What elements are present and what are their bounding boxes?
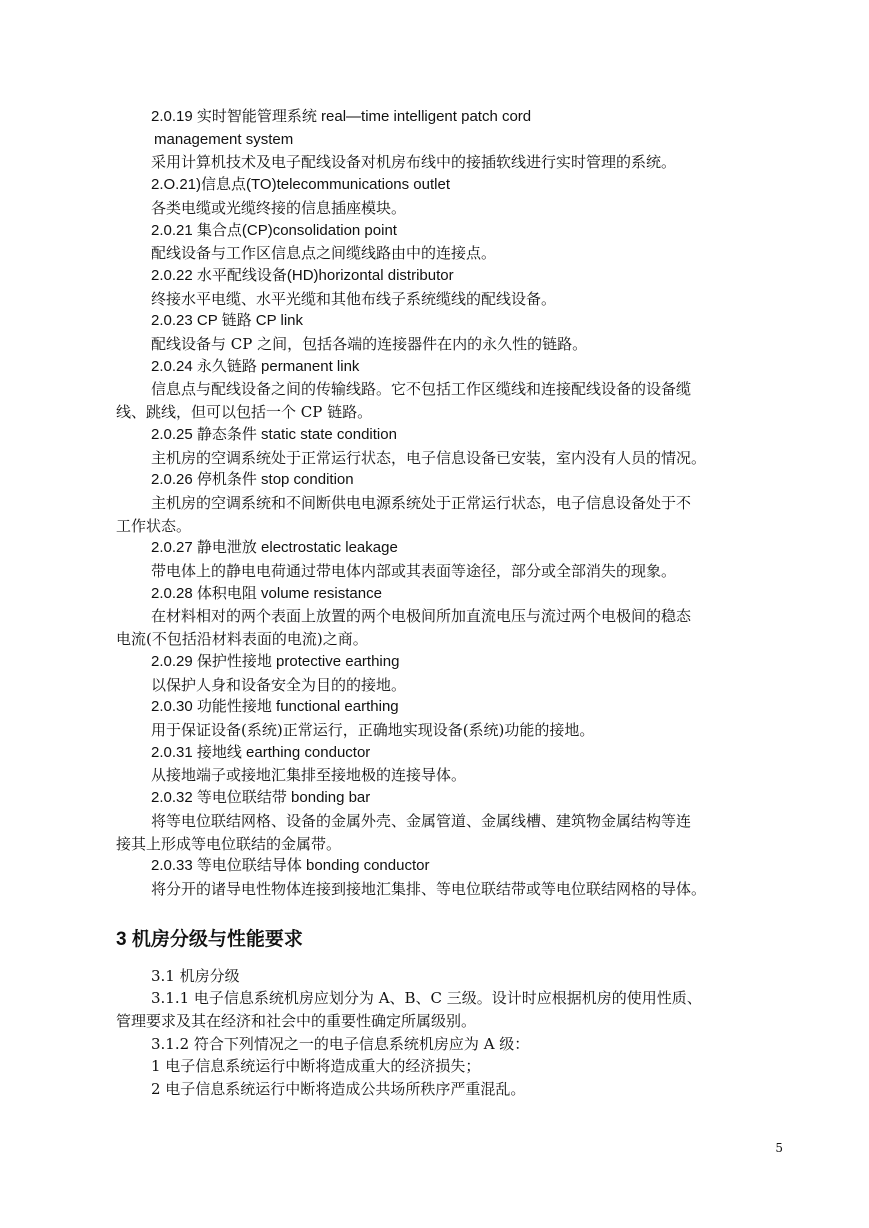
term-definition: 采用计算机技术及电子配线设备对机房布线中的接插软线进行实时管理的系统。 bbox=[151, 153, 677, 172]
term-entry bbox=[116, 220, 788, 265]
term-definition: 主机房的空调系统处于正常运行状态，电子信息设备已安装，室内没有人员的情况。 bbox=[151, 448, 707, 467]
term-heading: 2.0.28 体积电阻 volume resistance bbox=[151, 584, 382, 602]
term-heading: 2.0.29 保护性接地 protective earthing bbox=[151, 652, 400, 670]
subsection-heading: 3.1 机房分级 bbox=[151, 966, 240, 985]
term-heading: 2.0.30 功能性接地 functional earthing bbox=[151, 698, 399, 716]
term-heading-continued: management system bbox=[154, 130, 294, 148]
term-entry bbox=[116, 469, 788, 537]
section-title: 3 机房分级与性能要求 bbox=[116, 928, 303, 950]
term-definition-continued: 接其上形成等电位联结的金属带。 bbox=[116, 834, 342, 853]
term-definition: 主机房的空调系统和不间断供电电源系统处于正常运行状态，电子信息设备处于不 bbox=[151, 493, 692, 512]
term-heading: 2.0.26 停机条件 stop condition bbox=[151, 471, 354, 489]
list-item: 2 电子信息系统运行中断将造成公共场所秩序严重混乱。 bbox=[151, 1080, 526, 1099]
page-number: 5 bbox=[775, 1141, 783, 1155]
term-heading: 2.0.27 静电泄放 electrostatic leakage bbox=[151, 539, 398, 557]
term-definition: 在材料相对的两个表面上放置的两个电极间所加直流电压与流过两个电极间的稳态 bbox=[151, 607, 692, 626]
term-heading: 2.0.19 实时智能管理系统 real—time intelligent patch cord bbox=[151, 108, 532, 125]
term-definition: 用于保证设备(系统)正常运行，正确地实现设备(系统)功能的接地。 bbox=[151, 720, 595, 739]
term-definition: 将等电位联结网格、设备的金属外壳、金属管道、金属线槽、建筑物金属结构等连 bbox=[151, 811, 692, 830]
term-definition-continued: 电流(不包括沿材料表面的电流)之商。 bbox=[116, 630, 368, 649]
term-entry bbox=[116, 583, 788, 651]
term-heading: 2.0.21 集合点(CP)consolidation point bbox=[151, 221, 397, 239]
term-definition: 带电体上的静电电荷通过带电体内部或其表面等途径，部分或全部消失的现象。 bbox=[151, 562, 677, 581]
term-entry bbox=[116, 265, 788, 310]
term-heading: 2.0.31 接地线 earthing conductor bbox=[151, 743, 371, 761]
page-content bbox=[116, 106, 788, 1101]
term-heading: 2.0.22 水平配线设备(HD)horizontal distributor bbox=[151, 266, 454, 284]
term-heading: 2.O.21)信息点(TO)telecommunications outlet bbox=[151, 176, 450, 194]
term-entry bbox=[116, 356, 788, 424]
term-entry bbox=[116, 787, 788, 855]
list-item: 1 电子信息系统运行中断将造成重大的经济损失； bbox=[151, 1057, 481, 1076]
term-entry bbox=[116, 855, 788, 900]
term-definition: 各类电缆或光缆终接的信息插座模块。 bbox=[151, 198, 407, 217]
term-definition: 将分开的诸导电性物体连接到接地汇集排、等电位联结带或等电位联结网格的导体。 bbox=[151, 879, 707, 898]
term-heading: 2.0.23 CP 链路 CP link bbox=[151, 312, 304, 330]
term-definition: 从接地端子或接地汇集排至接地极的连接导体。 bbox=[151, 766, 467, 785]
term-entry bbox=[116, 174, 788, 219]
paragraph-3-1-2: 3.1.2 符合下列情况之一的电子信息系统机房应为 A 级： bbox=[151, 1034, 530, 1053]
paragraph-3-1-1-continued: 管理要求及其在经济和社会中的重要性确定所属级别。 bbox=[116, 1012, 477, 1031]
term-heading: 2.0.33 等电位联结导体 bonding conductor bbox=[151, 857, 430, 875]
term-heading: 2.0.32 等电位联结带 bonding bar bbox=[151, 789, 371, 807]
term-definition: 信息点与配线设备之间的传输线路。它不包括工作区缆线和连接配线设备的设备缆 bbox=[151, 380, 692, 399]
term-definition-continued: 线、跳线，但可以包括一个 CP 链路。 bbox=[116, 403, 373, 422]
term-definition: 以保护人身和设备安全为目的的接地。 bbox=[151, 675, 407, 694]
term-entry bbox=[116, 424, 788, 469]
term-entry bbox=[116, 537, 788, 582]
term-entry bbox=[116, 742, 788, 787]
term-heading: 2.0.24 永久链路 permanent link bbox=[151, 357, 360, 375]
term-definition: 终接水平电缆、水平光缆和其他布线子系统缆线的配线设备。 bbox=[151, 289, 557, 308]
paragraph-3-1-1: 3.1.1 电子信息系统机房应划分为 A、B、C 三级。设计时应根据机房的使用性质、 bbox=[151, 989, 702, 1008]
term-definition: 配线设备与工作区信息点之间缆线路由中的连接点。 bbox=[151, 244, 497, 263]
term-definition: 配线设备与 CP 之间，包括各端的连接器件在内的永久性的链路。 bbox=[151, 335, 588, 354]
term-definition-continued: 工作状态。 bbox=[116, 516, 192, 535]
term-entry bbox=[116, 106, 788, 174]
term-entry bbox=[116, 310, 788, 355]
term-heading: 2.0.25 静态条件 static state condition bbox=[151, 425, 397, 443]
term-entry bbox=[116, 651, 788, 696]
term-entry bbox=[116, 696, 788, 741]
